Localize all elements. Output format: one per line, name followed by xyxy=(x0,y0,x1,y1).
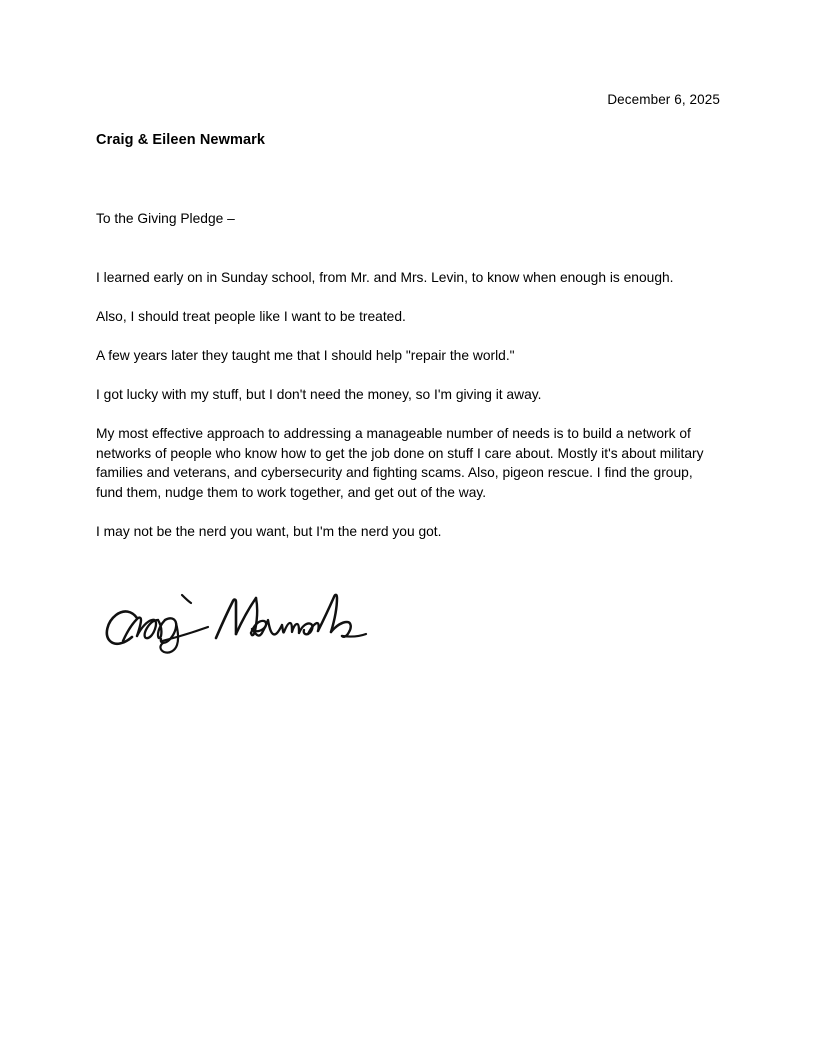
paragraph: I got lucky with my stuff, but I don't need the money, so I'm giving it away. xyxy=(96,387,542,402)
letterhead-name: Craig & Eileen Newmark xyxy=(96,132,266,148)
paragraph: I learned early on in Sunday school, from Mr. and Mrs. Levin, to know when enough is enough. xyxy=(96,270,674,285)
salutation: To the Giving Pledge – xyxy=(96,211,235,226)
paragraph: My most effective approach to addressing a manageable number of needs is to build a network of networks of people who know how to get the job done on stuff I care about. Mostly it's about military families and veterans, and cybersecurity and fighting scams. Also, pigeon rescue. I find the group, fund them, nudge them to work together, and get out of the way. xyxy=(96,426,704,500)
signature-craig-newmark xyxy=(96,575,386,660)
paragraph: Also, I should treat people like I want to be treated. xyxy=(96,309,406,324)
paragraph: I may not be the nerd you want, but I'm the nerd you got. xyxy=(96,523,442,539)
letter-body xyxy=(96,268,716,541)
letter-date: December 6, 2025 xyxy=(607,92,720,107)
signature-ink xyxy=(96,575,386,660)
paragraph: A few years later they taught me that I should help "repair the world." xyxy=(96,348,515,363)
